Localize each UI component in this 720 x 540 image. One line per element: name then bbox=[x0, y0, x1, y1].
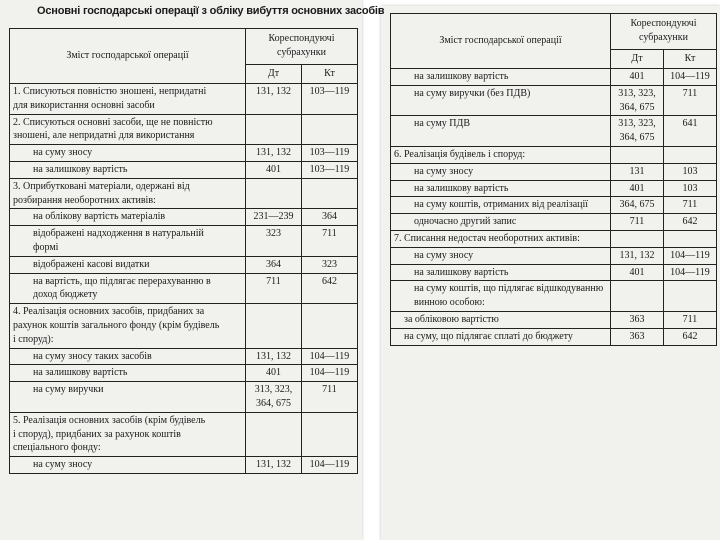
operation-text: 1. Списуються повністю зношені, непридатні для використання основні засоби bbox=[10, 84, 246, 115]
operation-text: 2. Списуються основні засоби, ще не повністю зношені, але непридатні для використання bbox=[10, 114, 246, 145]
operation-text: на суму виручки (без ПДВ) bbox=[391, 85, 611, 116]
header-corresponding: Кореспондуючі субрахунки bbox=[611, 14, 717, 50]
operation-text: на суму зносу таких засобів bbox=[10, 348, 246, 365]
credit-account: 103—119 bbox=[302, 84, 358, 115]
document-title: Основні господарські операції з обліку вибуття основних засобів bbox=[37, 5, 385, 17]
credit-account: 711 bbox=[664, 311, 717, 328]
operation-text: на облікову вартість матеріалів bbox=[10, 209, 246, 226]
table-row bbox=[391, 146, 717, 163]
header-content: Зміст господарської операції bbox=[10, 29, 246, 84]
debit-account: 231—239 bbox=[246, 209, 302, 226]
debit-account: 131 bbox=[611, 163, 664, 180]
credit-account: 364 bbox=[302, 209, 358, 226]
debit-account bbox=[246, 178, 302, 209]
table-row bbox=[391, 264, 717, 281]
table-row bbox=[10, 209, 358, 226]
table-row bbox=[10, 348, 358, 365]
operation-text: 4. Реалізація основних засобів, придбаних за рахунок коштів загального фонду (крім будівель і споруд): bbox=[10, 304, 246, 348]
credit-account bbox=[302, 304, 358, 348]
debit-account: 313, 323, 364, 675 bbox=[611, 85, 664, 116]
credit-account: 711 bbox=[302, 382, 358, 413]
header-corresponding: Кореспондуючі субрахунки bbox=[246, 29, 358, 65]
credit-account bbox=[302, 114, 358, 145]
debit-account: 401 bbox=[246, 161, 302, 178]
operation-text: на залишкову вартість bbox=[391, 69, 611, 86]
table-row bbox=[391, 247, 717, 264]
table-row bbox=[10, 273, 358, 304]
left-ledger-table bbox=[9, 28, 358, 474]
operation-text: на суму, що підлягає сплаті до бюджету bbox=[391, 328, 611, 345]
table-row bbox=[10, 145, 358, 162]
debit-account: 313, 323, 364, 675 bbox=[611, 116, 664, 147]
operation-text: на залишкову вартість bbox=[10, 161, 246, 178]
table-row bbox=[10, 365, 358, 382]
table-row bbox=[10, 256, 358, 273]
operation-text: 3. Оприбутковані матеріали, одержані від розбирання необоротних активів: bbox=[10, 178, 246, 209]
debit-account: 313, 323, 364, 675 bbox=[246, 382, 302, 413]
table-row bbox=[10, 178, 358, 209]
operation-text: за обліковою вартістю bbox=[391, 311, 611, 328]
debit-account: 363 bbox=[611, 328, 664, 345]
credit-account: 104—119 bbox=[664, 264, 717, 281]
debit-account: 364 bbox=[246, 256, 302, 273]
credit-account: 104—119 bbox=[302, 348, 358, 365]
table-row bbox=[391, 197, 717, 214]
debit-account: 363 bbox=[611, 311, 664, 328]
operation-text: на суму зносу bbox=[391, 247, 611, 264]
operation-text: 7. Списання недостач необоротних активів: bbox=[391, 230, 611, 247]
debit-account bbox=[611, 230, 664, 247]
right-table-body bbox=[391, 69, 717, 346]
table-row bbox=[10, 304, 358, 348]
table-row bbox=[391, 180, 717, 197]
operation-text: на залишкову вартість bbox=[391, 264, 611, 281]
credit-account: 711 bbox=[302, 226, 358, 257]
credit-account: 642 bbox=[664, 328, 717, 345]
debit-account: 401 bbox=[611, 264, 664, 281]
operation-text: 5. Реалізація основних засобів (крім будівель і споруд), придбаних за рахунок коштів спеціального фонду: bbox=[10, 412, 246, 456]
table-row bbox=[10, 84, 358, 115]
operation-text: на залишкову вартість bbox=[391, 180, 611, 197]
credit-account bbox=[664, 146, 717, 163]
debit-account: 131, 132 bbox=[246, 84, 302, 115]
right-ledger-table bbox=[390, 13, 717, 346]
table-row bbox=[10, 457, 358, 474]
operation-text: одночасно другий запис bbox=[391, 214, 611, 231]
table-row bbox=[391, 163, 717, 180]
credit-account: 104—119 bbox=[302, 457, 358, 474]
credit-account: 642 bbox=[664, 214, 717, 231]
operation-text: на суму коштів, що підлягає відшкодуванню винною особою: bbox=[391, 281, 611, 312]
credit-account: 104—119 bbox=[302, 365, 358, 382]
debit-account: 401 bbox=[246, 365, 302, 382]
credit-account bbox=[302, 178, 358, 209]
credit-account bbox=[664, 230, 717, 247]
credit-account: 104—119 bbox=[664, 69, 717, 86]
table-row bbox=[10, 226, 358, 257]
debit-account: 711 bbox=[611, 214, 664, 231]
credit-account: 104—119 bbox=[664, 247, 717, 264]
header-kt: Кт bbox=[302, 64, 358, 84]
header-dt: Дт bbox=[611, 49, 664, 69]
table-row bbox=[10, 161, 358, 178]
credit-account: 103—119 bbox=[302, 145, 358, 162]
table-row bbox=[391, 281, 717, 312]
table-row bbox=[10, 382, 358, 413]
debit-account bbox=[611, 146, 664, 163]
credit-account: 711 bbox=[664, 85, 717, 116]
debit-account: 401 bbox=[611, 69, 664, 86]
debit-account: 323 bbox=[246, 226, 302, 257]
table-row bbox=[391, 69, 717, 86]
table-row bbox=[391, 214, 717, 231]
table-row bbox=[391, 311, 717, 328]
debit-account: 401 bbox=[611, 180, 664, 197]
debit-account: 364, 675 bbox=[611, 197, 664, 214]
header-content: Зміст господарської операції bbox=[391, 14, 611, 69]
debit-account: 131, 132 bbox=[246, 348, 302, 365]
credit-account: 642 bbox=[302, 273, 358, 304]
debit-account bbox=[611, 281, 664, 312]
table-row bbox=[391, 230, 717, 247]
debit-account bbox=[246, 304, 302, 348]
table-row bbox=[10, 114, 358, 145]
credit-account: 103 bbox=[664, 163, 717, 180]
operation-text: на суму зносу bbox=[10, 145, 246, 162]
credit-account bbox=[302, 412, 358, 456]
left-table-body bbox=[10, 84, 358, 474]
operation-text: на суму ПДВ bbox=[391, 116, 611, 147]
operation-text: відображені касові видатки bbox=[10, 256, 246, 273]
debit-account: 711 bbox=[246, 273, 302, 304]
debit-account: 131, 132 bbox=[611, 247, 664, 264]
debit-account: 131, 132 bbox=[246, 457, 302, 474]
debit-account: 131, 132 bbox=[246, 145, 302, 162]
operation-text: відображені надходження в натуральній формі bbox=[10, 226, 246, 257]
table-row bbox=[391, 116, 717, 147]
table-row bbox=[10, 412, 358, 456]
operation-text: 6. Реалізація будівель і споруд: bbox=[391, 146, 611, 163]
table-row bbox=[391, 328, 717, 345]
operation-text: на суму зносу bbox=[10, 457, 246, 474]
credit-account: 103 bbox=[664, 180, 717, 197]
credit-account: 641 bbox=[664, 116, 717, 147]
credit-account bbox=[664, 281, 717, 312]
credit-account: 323 bbox=[302, 256, 358, 273]
operation-text: на суму виручки bbox=[10, 382, 246, 413]
credit-account: 711 bbox=[664, 197, 717, 214]
table-row bbox=[391, 85, 717, 116]
credit-account: 103—119 bbox=[302, 161, 358, 178]
operation-text: на суму коштів, отриманих від реалізації bbox=[391, 197, 611, 214]
header-dt: Дт bbox=[246, 64, 302, 84]
header-kt: Кт bbox=[664, 49, 717, 69]
debit-account bbox=[246, 114, 302, 145]
operation-text: на суму зносу bbox=[391, 163, 611, 180]
operation-text: на вартість, що підлягає перерахуванню в доход бюджету bbox=[10, 273, 246, 304]
debit-account bbox=[246, 412, 302, 456]
operation-text: на залишкову вартість bbox=[10, 365, 246, 382]
